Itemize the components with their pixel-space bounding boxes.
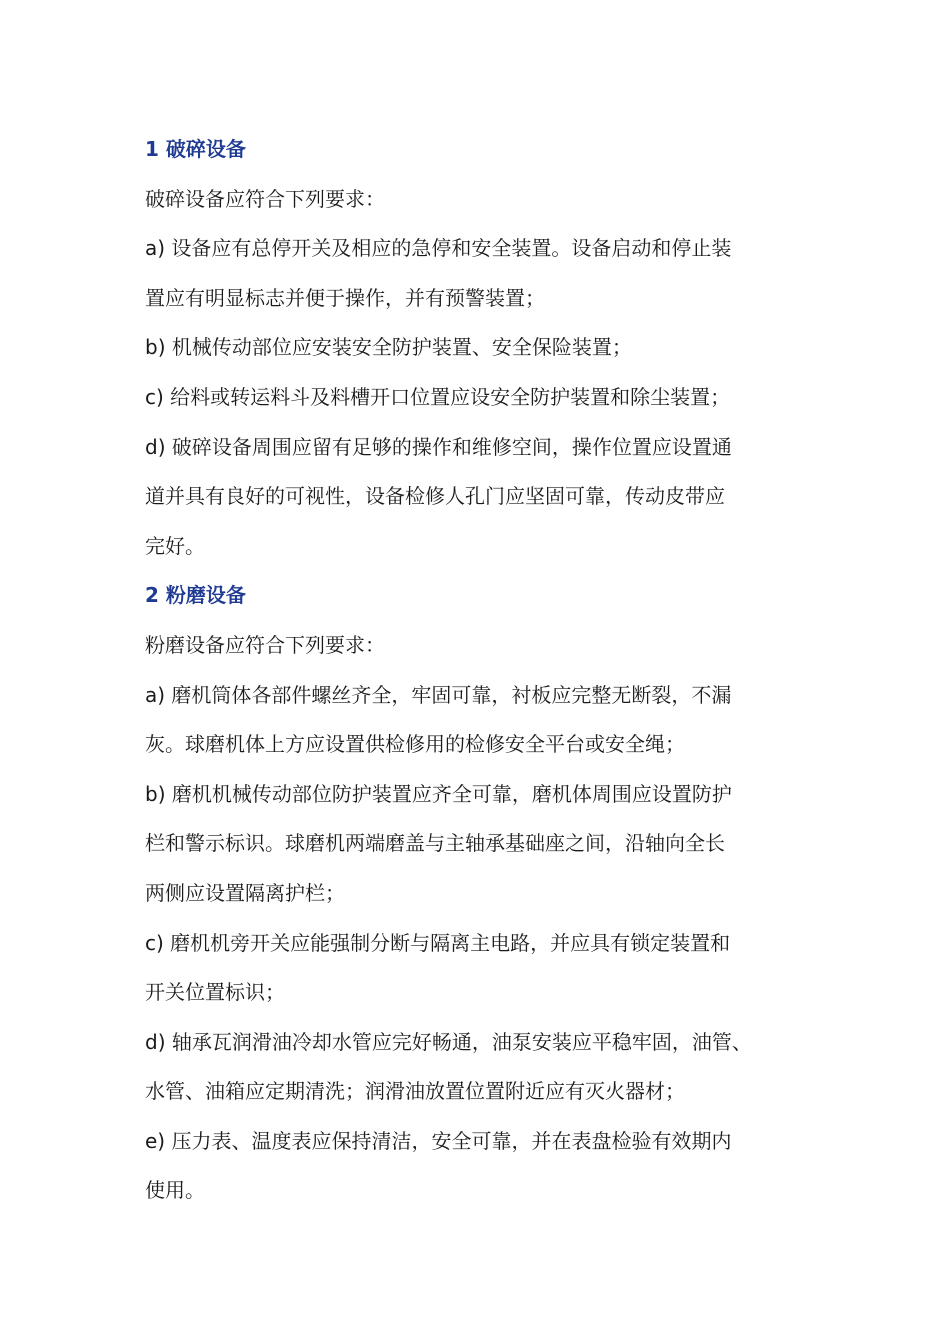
list-item — [145, 373, 845, 423]
list-item — [145, 423, 845, 572]
list-item-line: 栏和警示标识。球磨机两端磨盖与主轴承基础座之间，沿轴向全长 — [145, 831, 725, 856]
list-item-line: a) 磨机筒体各部件螺丝齐全，牢固可靠，衬板应完整无断裂，不漏 — [145, 682, 732, 707]
list-item — [145, 224, 845, 323]
list-item — [145, 1117, 845, 1216]
list-item-line: d) 破碎设备周围应留有足够的操作和维修空间，操作位置应设置通 — [145, 434, 732, 459]
list-item-line: b) 磨机机械传动部位防护装置应齐全可靠，磨机体周围应设置防护 — [145, 781, 732, 806]
section-heading: 1 破碎设备 — [145, 137, 246, 161]
list-item-line: e) 压力表、温度表应保持清洁，安全可靠，并在表盘检验有效期内 — [145, 1128, 732, 1153]
list-item — [145, 1018, 845, 1117]
list-item-line: b) 机械传动部位应安装安全防护装置、安全保险装置； — [145, 335, 632, 360]
list-item-line: 置应有明显标志并便于操作，并有预警装置； — [145, 285, 545, 310]
list-item-line: 水管、油箱应定期清洗；润滑油放置位置附近应有灭火器材； — [145, 1079, 685, 1104]
document-body — [145, 125, 845, 1216]
list-item-line: 两侧应设置隔离护栏； — [145, 880, 345, 905]
list-item-line: 完好。 — [145, 533, 205, 558]
list-item — [145, 671, 845, 770]
list-item-line: 使用。 — [145, 1178, 205, 1203]
list-item-line: c) 给料或转运料斗及料槽开口位置应设安全防护装置和除尘装置； — [145, 384, 731, 409]
section-heading: 2 粉磨设备 — [145, 583, 246, 608]
list-item-line: c) 磨机机旁开关应能强制分断与隔离主电路，并应具有锁定装置和 — [145, 930, 731, 955]
list-item — [145, 919, 845, 1018]
list-item-line: 开关位置标识； — [145, 980, 285, 1005]
list-item — [145, 770, 845, 919]
list-item-line: d) 轴承瓦润滑油冷却水管应完好畅通，油泵安装应平稳牢固，油管、 — [145, 1029, 752, 1054]
section-intro: 破碎设备应符合下列要求： — [145, 186, 385, 211]
list-item — [145, 323, 845, 373]
section-intro: 粉磨设备应符合下列要求： — [145, 632, 385, 657]
list-item-line: 灰。球磨机体上方应设置供检修用的检修安全平台或安全绳； — [145, 732, 685, 757]
list-item-line: a) 设备应有总停开关及相应的急停和安全装置。设备启动和停止装 — [145, 236, 732, 261]
list-item-line: 道并具有良好的可视性，设备检修人孔门应坚固可靠，传动皮带应 — [145, 484, 725, 509]
